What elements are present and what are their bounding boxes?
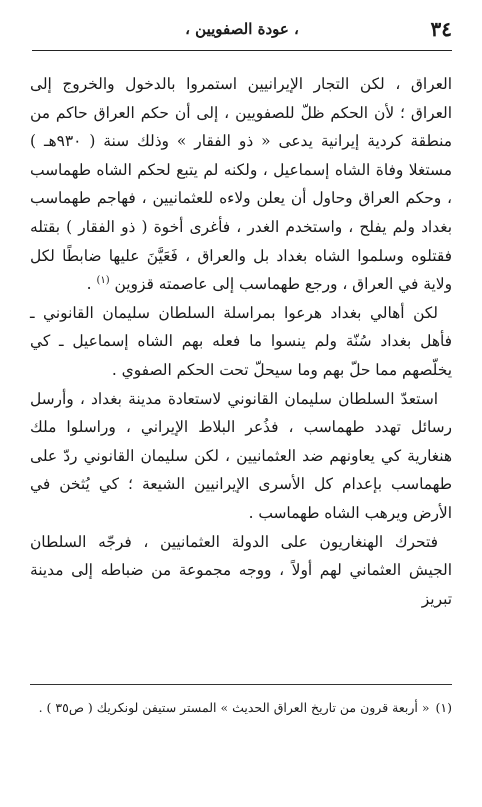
- paragraph-3: استعدّ السلطان سليمان القانوني لاستعادة مدينة بغداد ، وأرسل رسائل تهدد طهماسب ، فذُعر البلاط الإيراني ، وراسلوا ملك هنغارية كي يعاونهم ضد العثمانيين ، لكن سليمان القانوني ردّ على طهماسب بإعدام كل الأسرى الإيرانيين الشيعة ؛ كي يُثخن في الأرض ويرهب الشاه طهماسب .: [30, 389, 452, 522]
- page-number: ٣٤: [430, 17, 452, 41]
- paragraph-2: لكن أهالي بغداد هرعوا بمراسلة السلطان سليمان القانوني ـ فأهل بغداد سُنّة ولم ينسوا ما فعله بهم الشاه إسماعيل ـ كي يخلّصهم مما حلّ بهم وما سيحلّ تحت الحكم الصفوي .: [30, 303, 452, 379]
- paragraph-1-tail: .: [86, 275, 97, 294]
- page-header: [32, 14, 452, 44]
- paragraph-4: فتحرك الهنغاريون على الدولة العثمانيين ، فرجّه السلطان الجيش العثماني لهم أولاً ، ووجه مجموعة من ضباطه إلى مدينة تبريز: [30, 532, 452, 608]
- footnote-marker: (١): [435, 700, 452, 715]
- footnote: [30, 698, 452, 718]
- running-title: ، عودة الصفويين ،: [185, 20, 299, 38]
- paragraph-1-text: العراق ، لكن التجار الإيرانيين استمروا بالدخول والخروج إلى العراق ؛ لأن الحكم ظلّ للصفويين ، إلى أن حكم العراق حاكم من منطقة كردية إيرانية يدعى « ذو الفقار » وذلك سنة ( ٩٣٠هـ ) مستغلا وفاة الشاه إسماعيل ، ولكنه لم يتبع لحكم الشاه طهماسب ، وحكم العراق وحاول أن يعلن ولاءه للعثمانيين ، فهاجم طهماسب بغداد ولم يفلح ، واستخدم الغدر ، فأغرى أخوة ( ذو الفقار ) بقتله فقتلوه وسلموا الشاه بغداد بل والعراق ، فَعَيَّنَ عليها ضابطًا لكل ولاية في العراق ، ورجع طهماسب إلى عاصمته قزوين: [30, 75, 452, 294]
- header-divider: [32, 50, 452, 51]
- footnote-text: « أربعة قرون من تاريخ العراق الحديث » المستر ستيفن لونكريك ( ص٣٥ ) .: [38, 700, 430, 715]
- body-text: [30, 70, 452, 670]
- footnote-reference[interactable]: (١): [96, 275, 110, 287]
- paragraph-1: [30, 70, 452, 299]
- footnote-divider: [30, 684, 452, 685]
